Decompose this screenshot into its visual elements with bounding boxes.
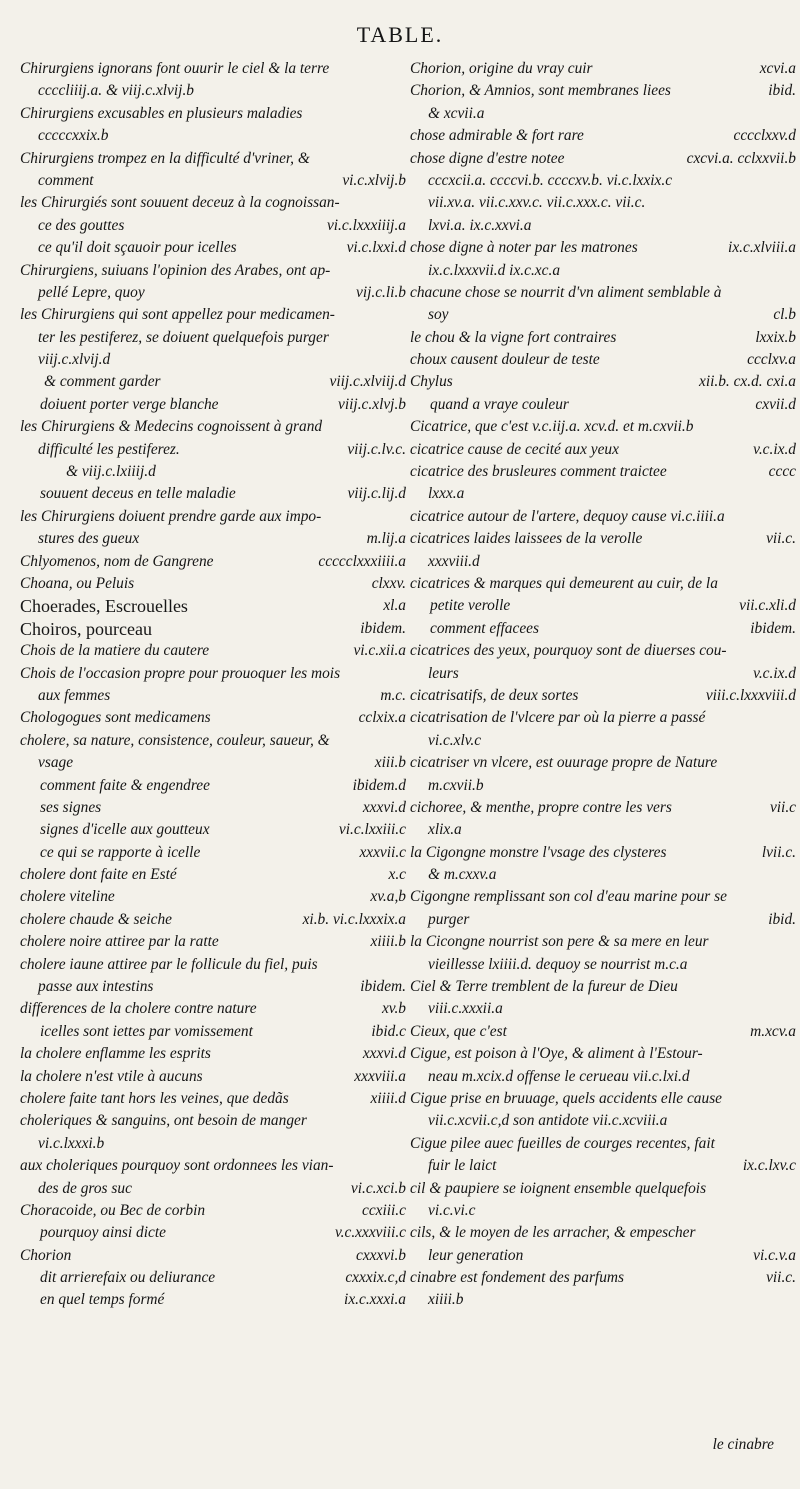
entry-reference: xiiii.b <box>370 933 406 951</box>
index-entry <box>410 976 798 998</box>
entry-text: cccxcii.a. ccccvi.b. ccccxv.b. vi.c.lxxix.c <box>428 171 673 189</box>
index-entry <box>20 618 408 640</box>
index-entry <box>410 439 798 461</box>
entry-reference: v.c.ix.d <box>753 664 796 682</box>
entry-text: cil & paupiere se ioignent ensemble quelquefois <box>410 1179 707 1197</box>
entry-text: Chois de l'occasion propre pour prouoquer les mois <box>20 664 341 682</box>
entry-text: Choracoide, ou Bec de corbin <box>20 1201 206 1219</box>
index-entry <box>410 1245 798 1267</box>
entry-text: la cholere n'est vtile à aucuns <box>20 1067 203 1085</box>
entry-reference: viij.c.xlvj.b <box>338 395 406 413</box>
index-entry <box>20 1245 408 1267</box>
entry-text: chose admirable & fort rare <box>410 127 584 145</box>
entry-text: petite verolle <box>430 597 511 615</box>
entry-text: & viij.c.lxiiij.d <box>66 463 156 481</box>
index-entry <box>410 551 798 573</box>
index-entry <box>20 1200 408 1222</box>
entry-reference: vi.c.lxxi.d <box>346 239 406 257</box>
entry-text: cholere iaune attiree par le follicule du fiel, puis <box>20 955 318 973</box>
entry-text: ix.c.lxxxvii.d ix.c.xc.a <box>428 261 561 279</box>
entry-reference: ibidem. <box>360 978 406 996</box>
index-entry <box>20 1043 408 1065</box>
entry-reference: xl.a <box>383 597 406 615</box>
index-entry <box>20 1155 408 1177</box>
index-entry <box>20 1088 408 1110</box>
index-entry <box>410 371 798 393</box>
entry-reference: x.c <box>388 866 406 884</box>
index-entry <box>20 864 408 886</box>
catchword: le cinabre <box>712 1436 774 1453</box>
index-entry <box>410 58 798 80</box>
entry-text: cicatrices laides laissees de la verolle <box>410 530 643 548</box>
entry-text: Chorion <box>20 1246 72 1264</box>
index-entry <box>410 483 798 505</box>
entry-text: xxxviii.d <box>428 552 480 570</box>
entry-reference: v.c.xxxviii.c <box>334 1224 406 1242</box>
entry-reference: v.c.ix.d <box>753 440 796 458</box>
entry-text: cholere viteline <box>20 888 115 906</box>
entry-text: cicatrice autour de l'artere, dequoy cause vi.c.iiii.a <box>410 507 725 525</box>
entry-reference: xiii.b <box>374 754 406 772</box>
index-entry <box>410 842 798 864</box>
entry-reference: ccxiii.c <box>361 1201 406 1219</box>
index-entry <box>20 998 408 1020</box>
index-entry <box>410 998 798 1020</box>
index-entry <box>20 349 408 371</box>
index-entry <box>20 528 408 550</box>
entry-text: cichoree, & menthe, propre contre les vers <box>410 798 672 816</box>
right-column <box>410 58 798 1312</box>
entry-text: chose digne d'estre notee <box>410 149 565 167</box>
entry-text: icelles sont iettes par vomissement <box>40 1022 253 1040</box>
entry-reference: xi.b. vi.c.lxxxix.a <box>302 910 406 928</box>
index-entry <box>410 528 798 550</box>
index-entry <box>410 1178 798 1200</box>
index-entry <box>20 1066 408 1088</box>
entry-reference: viij.c.lij.d <box>347 485 406 503</box>
entry-text: viij.c.xlvij.d <box>38 351 111 369</box>
index-entry <box>20 371 408 393</box>
index-entry <box>20 416 408 438</box>
index-entry <box>410 909 798 931</box>
entry-text: Choana, ou Peluis <box>20 574 135 592</box>
entry-reference: ccccclxxxiiii.a <box>318 552 406 570</box>
entry-text: les Chirurgiés sont souuent deceuz à la cognoissan- <box>20 194 340 212</box>
index-entry <box>20 663 408 685</box>
index-entry <box>410 775 798 797</box>
index-entry <box>410 506 798 528</box>
entry-reference: vi.c.lxxxiiij.a <box>326 216 406 234</box>
entry-text: ce qu'il doit sçauoir pour icelles <box>38 239 237 257</box>
index-entry <box>410 1155 798 1177</box>
entry-text: cccccxxix.b <box>38 127 109 145</box>
left-column <box>20 58 408 1312</box>
entry-text: Chirurgiens, suiuans l'opinion des Arabes, ont ap- <box>20 261 331 279</box>
entry-reference: xcvi.a <box>759 60 796 77</box>
index-entry <box>410 685 798 707</box>
index-entry <box>410 237 798 259</box>
entry-text: stures des gueux <box>38 530 140 548</box>
entry-reference: ibid.c <box>371 1022 406 1040</box>
entry-reference: cxxxvi.b <box>356 1246 406 1264</box>
entry-text: fuir le laict <box>428 1157 497 1175</box>
entry-text: doiuent porter verge blanche <box>40 395 219 413</box>
index-entry <box>410 931 798 953</box>
entry-text: cicatriser vn vlcere, est ouurage propre de Nature <box>410 754 718 772</box>
entry-text: Chorion, & Amnios, sont membranes liees <box>410 82 671 100</box>
entry-text: Cicatrice, que c'est v.c.iij.a. xcv.d. et m.cxvii.b <box>410 418 694 436</box>
entry-text: viii.c.xxxii.a <box>428 1000 503 1018</box>
entry-reference: vi.c.xii.a <box>353 642 406 660</box>
entry-reference: m.lij.a <box>366 530 406 548</box>
entry-reference: xxxviii.a <box>354 1067 406 1085</box>
entry-reference: viij.c.xlviij.d <box>329 373 406 391</box>
entry-text: cils, & le moyen de les arracher, & empescher <box>410 1224 696 1242</box>
entry-text: cholere noire attiree par la ratte <box>20 933 219 951</box>
entry-reference: vii.c. <box>766 1269 796 1287</box>
index-entry <box>20 215 408 237</box>
entry-text: Chlyomenos, nom de Gangrene <box>20 552 214 570</box>
index-entry <box>20 819 408 841</box>
entry-text: dit arrierefaix ou deliurance <box>40 1269 216 1287</box>
entry-text: cicatrices des yeux, pourquoy sont de diuerses cou- <box>410 642 727 660</box>
index-entry <box>410 125 798 147</box>
entry-text: choleriques & sanguins, ont besoin de manger <box>20 1112 307 1130</box>
index-entry <box>20 1267 408 1289</box>
index-entry <box>20 886 408 908</box>
index-entry <box>410 819 798 841</box>
entry-reference: vij.c.li.b <box>355 283 406 301</box>
index-entry <box>20 103 408 125</box>
entry-text: Chorion, origine du vray cuir <box>410 60 593 77</box>
entry-text: le chou & la vigne fort contraires <box>410 328 617 346</box>
entry-text: cicatrisation de l'vlcere par où la pierre a passé <box>410 709 706 727</box>
entry-reference: cccclxxv.d <box>733 127 796 145</box>
index-entry <box>410 573 798 595</box>
index-entry <box>20 909 408 931</box>
index-entry <box>410 1267 798 1289</box>
entry-text: vsage <box>38 754 74 772</box>
entry-reference: cxvii.d <box>755 395 796 413</box>
index-entry <box>410 103 798 125</box>
index-entry <box>20 931 408 953</box>
index-entry <box>20 707 408 729</box>
entry-text: la Cigongne monstre l'vsage des clysteres <box>410 843 667 861</box>
index-entry <box>20 1289 408 1311</box>
index-entry <box>410 1043 798 1065</box>
entry-text: difficulté les pestiferez. <box>38 440 180 458</box>
entry-text: Cigue prise en bruuage, quels accidents elle cause <box>410 1089 723 1107</box>
entry-text: en quel temps formé <box>40 1291 165 1309</box>
entry-text: la cholere enflamme les esprits <box>20 1045 211 1063</box>
index-entry <box>410 954 798 976</box>
index-entry <box>20 327 408 349</box>
index-entry <box>20 1178 408 1200</box>
entry-text: aux femmes <box>38 686 111 704</box>
entry-text: aux choleriques pourquoy sont ordonnees les vian- <box>20 1157 334 1175</box>
entry-text: vieillesse lxiiii.d. dequoy se nourrist m.c.a <box>428 955 688 973</box>
entry-text: des de gros suc <box>38 1179 132 1197</box>
entry-text: choux causent douleur de teste <box>410 351 600 369</box>
index-entry <box>20 1021 408 1043</box>
index-entry <box>20 573 408 595</box>
entry-text: ccccliiij.a. & viij.c.xlvij.b <box>38 82 194 100</box>
index-entry <box>410 148 798 170</box>
entry-reference: ibidem.d <box>352 776 406 794</box>
entry-reference: viii.c.lxxxviii.d <box>705 686 796 704</box>
entry-text: les Chirurgiens qui sont appellez pour medicamen- <box>20 306 335 324</box>
index-entry <box>410 1133 798 1155</box>
index-entry <box>410 282 798 304</box>
index-entry <box>20 775 408 797</box>
index-entry <box>410 215 798 237</box>
entry-reference: vi.c.xlvij.b <box>342 171 406 189</box>
entry-text: les Chirurgiens doiuent prendre garde aux impo- <box>20 507 322 525</box>
entry-text: pellé Lepre, quoy <box>38 283 145 301</box>
entry-text: xlix.a <box>428 821 462 839</box>
entry-text: vi.c.lxxxi.b <box>38 1134 105 1152</box>
entry-text: ce des gouttes <box>38 216 125 234</box>
index-entry <box>20 595 408 617</box>
entry-text: cicatrice des brusleures comment traictee <box>410 463 667 481</box>
entry-text: Cigongne remplissant son col d'eau marine pour se <box>410 888 727 906</box>
index-entry <box>410 304 798 326</box>
index-entry <box>410 192 798 214</box>
index-entry <box>20 685 408 707</box>
entry-text: cinabre est fondement des parfums <box>410 1269 625 1287</box>
index-entry <box>20 483 408 505</box>
entry-text: chacune chose se nourrit d'vn aliment semblable à <box>410 283 722 301</box>
entry-text: vii.xv.a. vii.c.xxv.c. vii.c.xxx.c. vii.c. <box>428 194 646 212</box>
entry-text: Cieux, que c'est <box>410 1022 507 1040</box>
entry-reference: cclxix.a <box>358 709 406 727</box>
entry-text: passe aux intestins <box>38 978 154 996</box>
index-entry <box>410 170 798 192</box>
entry-reference: ibid. <box>768 82 796 100</box>
index-entry <box>410 886 798 908</box>
entry-reference: vi.c.v.a <box>753 1246 796 1264</box>
entry-reference: ix.c.xlviii.a <box>728 239 796 257</box>
entry-reference: xv.b <box>381 1000 406 1018</box>
index-entry <box>410 618 798 640</box>
entry-reference: xv.a,b <box>370 888 406 906</box>
entry-text: & m.cxxv.a <box>428 866 497 884</box>
entry-reference: m.xcv.a <box>750 1022 796 1040</box>
entry-text: pourquoy ainsi dicte <box>40 1224 166 1242</box>
entry-text: leur generation <box>428 1246 524 1264</box>
entry-reference: vii.c.xli.d <box>739 597 796 615</box>
index-entry <box>20 170 408 192</box>
entry-text: differences de la cholere contre nature <box>20 1000 257 1018</box>
entry-text: vi.c.vi.c <box>428 1201 476 1219</box>
entry-text: xiiii.b <box>428 1291 464 1309</box>
entry-text: cholere faite tant hors les veines, que dedãs <box>20 1089 289 1107</box>
entry-text: cholere dont faite en Esté <box>20 866 177 884</box>
entry-reference: ibidem. <box>750 619 796 637</box>
entry-text: Chirurgiens excusables en plusieurs maladies <box>20 104 303 122</box>
entry-text: comment <box>38 171 94 189</box>
index-entry <box>410 1222 798 1244</box>
entry-text: cicatrices & marques qui demeurent au cuir, de la <box>410 574 718 592</box>
index-entry <box>410 349 798 371</box>
entry-text: vi.c.xlv.c <box>428 731 482 749</box>
entry-reference: m.c. <box>380 686 406 704</box>
index-entry <box>20 192 408 214</box>
entry-reference: clxxv. <box>371 574 406 592</box>
entry-reference: cxcvi.a. cclxxvii.b <box>686 149 796 167</box>
entry-reference: cxxxix.c,d <box>345 1269 406 1287</box>
entry-reference: vii.c <box>769 798 796 816</box>
entry-text: m.cxvii.b <box>428 776 484 794</box>
entry-reference: ix.c.xxxi.a <box>344 1291 406 1309</box>
index-entry <box>20 640 408 662</box>
entry-text: lxvi.a. ix.c.xxvi.a <box>428 216 532 234</box>
index-entry <box>410 595 798 617</box>
entry-text: cholere, sa nature, consistence, couleur, saueur, & <box>20 731 330 749</box>
entry-reference: ibidem. <box>360 619 406 637</box>
entry-text: Ciel & Terre tremblent de la fureur de Dieu <box>410 978 678 996</box>
index-entry <box>410 394 798 416</box>
index-entry <box>20 1110 408 1132</box>
entry-text: Chirurgiens ignorans font ouurir le ciel & la terre <box>20 60 330 77</box>
entry-reference: vi.c.xci.b <box>350 1179 406 1197</box>
entry-reference: ccclxv.a <box>747 351 796 369</box>
index-entry <box>410 416 798 438</box>
index-entry <box>20 125 408 147</box>
index-entry <box>410 730 798 752</box>
entry-reference: xxxvi.d <box>362 1045 406 1063</box>
entry-reference: xiiii.d <box>370 1089 406 1107</box>
index-entry <box>20 842 408 864</box>
index-entry <box>410 752 798 774</box>
entry-text: & comment garder <box>44 373 161 391</box>
entry-text: Chirurgiens trompez en la difficulté d'vriner, & <box>20 149 310 167</box>
index-entry <box>20 461 408 483</box>
entry-text: Cigue, est poison à l'Oye, & aliment à l'Estour- <box>410 1045 703 1063</box>
entry-reference: cccc <box>768 463 796 481</box>
index-entry <box>20 304 408 326</box>
index-entry <box>410 640 798 662</box>
index-entry <box>410 1066 798 1088</box>
entry-text: neau m.xcix.d offense le cerueau vii.c.lxi.d <box>428 1067 690 1085</box>
index-entry <box>20 551 408 573</box>
index-entry <box>20 976 408 998</box>
index-entry <box>20 237 408 259</box>
index-entry <box>410 663 798 685</box>
index-entry <box>20 730 408 752</box>
index-entry <box>20 394 408 416</box>
index-entry <box>20 506 408 528</box>
index-entry <box>410 461 798 483</box>
entry-text: & xcvii.a <box>428 104 485 122</box>
entry-text: chose digne à noter par les matrones <box>410 239 638 257</box>
entry-text: cholere chaude & seiche <box>20 910 172 928</box>
index-entry <box>410 260 798 282</box>
entry-text: Chois de la matiere du cautere <box>20 642 210 660</box>
entry-text: la Cicongne nourrist son pere & sa mere en leur <box>410 933 709 951</box>
index-entry <box>20 797 408 819</box>
entry-reference: vii.c. <box>766 530 796 548</box>
index-entry <box>410 1021 798 1043</box>
index-entry <box>20 752 408 774</box>
entry-text: soy <box>428 306 449 324</box>
entry-text: lxxx.a <box>428 485 465 503</box>
index-entry <box>410 797 798 819</box>
entry-text: comment faite & engendree <box>40 776 210 794</box>
entry-text: cicatrice cause de cecité aux yeux <box>410 440 619 458</box>
entry-reference: vi.c.lxxiii.c <box>338 821 406 839</box>
index-entry <box>20 954 408 976</box>
index-entry <box>20 148 408 170</box>
page-title: TABLE. <box>356 22 444 47</box>
index-entry <box>410 1289 798 1311</box>
index-entry <box>410 1200 798 1222</box>
entry-reference: ibid. <box>768 910 796 928</box>
entry-text: quand a vraye couleur <box>430 395 569 413</box>
entry-text: Choerades, Escrouelles <box>20 596 188 617</box>
index-entry <box>410 1110 798 1132</box>
entry-text: souuent deceus en telle maladie <box>40 485 236 503</box>
entry-text: Chologogues sont medicamens <box>20 709 211 727</box>
index-entry <box>20 58 408 80</box>
index-entry <box>20 260 408 282</box>
entry-reference: xii.b. cx.d. cxi.a <box>698 373 796 391</box>
entry-text: Choiros, pourceau <box>20 618 152 639</box>
entry-reference: xxxvii.c <box>359 843 406 861</box>
index-entry <box>20 282 408 304</box>
index-entry <box>410 707 798 729</box>
entry-text: ce qui se rapporte à icelle <box>40 843 201 861</box>
index-entry <box>410 1088 798 1110</box>
index-entry <box>410 864 798 886</box>
index-entry <box>410 80 798 102</box>
entry-text: ses signes <box>40 798 102 816</box>
entry-reference: xxxvi.d <box>362 798 406 816</box>
index-entry <box>20 1133 408 1155</box>
entry-text: ter les pestiferez, se doiuent quelquefois purger <box>38 328 329 346</box>
entry-reference: lvii.c. <box>761 843 796 861</box>
entry-reference: lxxix.b <box>755 328 796 346</box>
index-entry <box>20 1222 408 1244</box>
entry-text: signes d'icelle aux goutteux <box>40 821 210 839</box>
entry-text: leurs <box>428 664 459 682</box>
entry-text: Cigue pilee auec fueilles de courges recentes, fait <box>410 1134 715 1152</box>
entry-reference: ix.c.lxv.c <box>742 1157 796 1175</box>
index-entry <box>20 439 408 461</box>
index-entry <box>410 327 798 349</box>
entry-text: comment effacees <box>430 619 539 637</box>
entry-text: Chylus <box>410 373 453 391</box>
entry-reference: cl.b <box>773 306 796 324</box>
entry-text: les Chirurgiens & Medecins cognoissent à grand <box>20 418 323 436</box>
entry-text: purger <box>428 910 470 928</box>
entry-text: cicatrisatifs, de deux sortes <box>410 686 579 704</box>
entry-reference: viij.c.lv.c. <box>347 440 406 458</box>
entry-text: vii.c.xcvii.c,d son antidote vii.c.xcviii.a <box>428 1112 668 1130</box>
index-entry <box>20 80 408 102</box>
